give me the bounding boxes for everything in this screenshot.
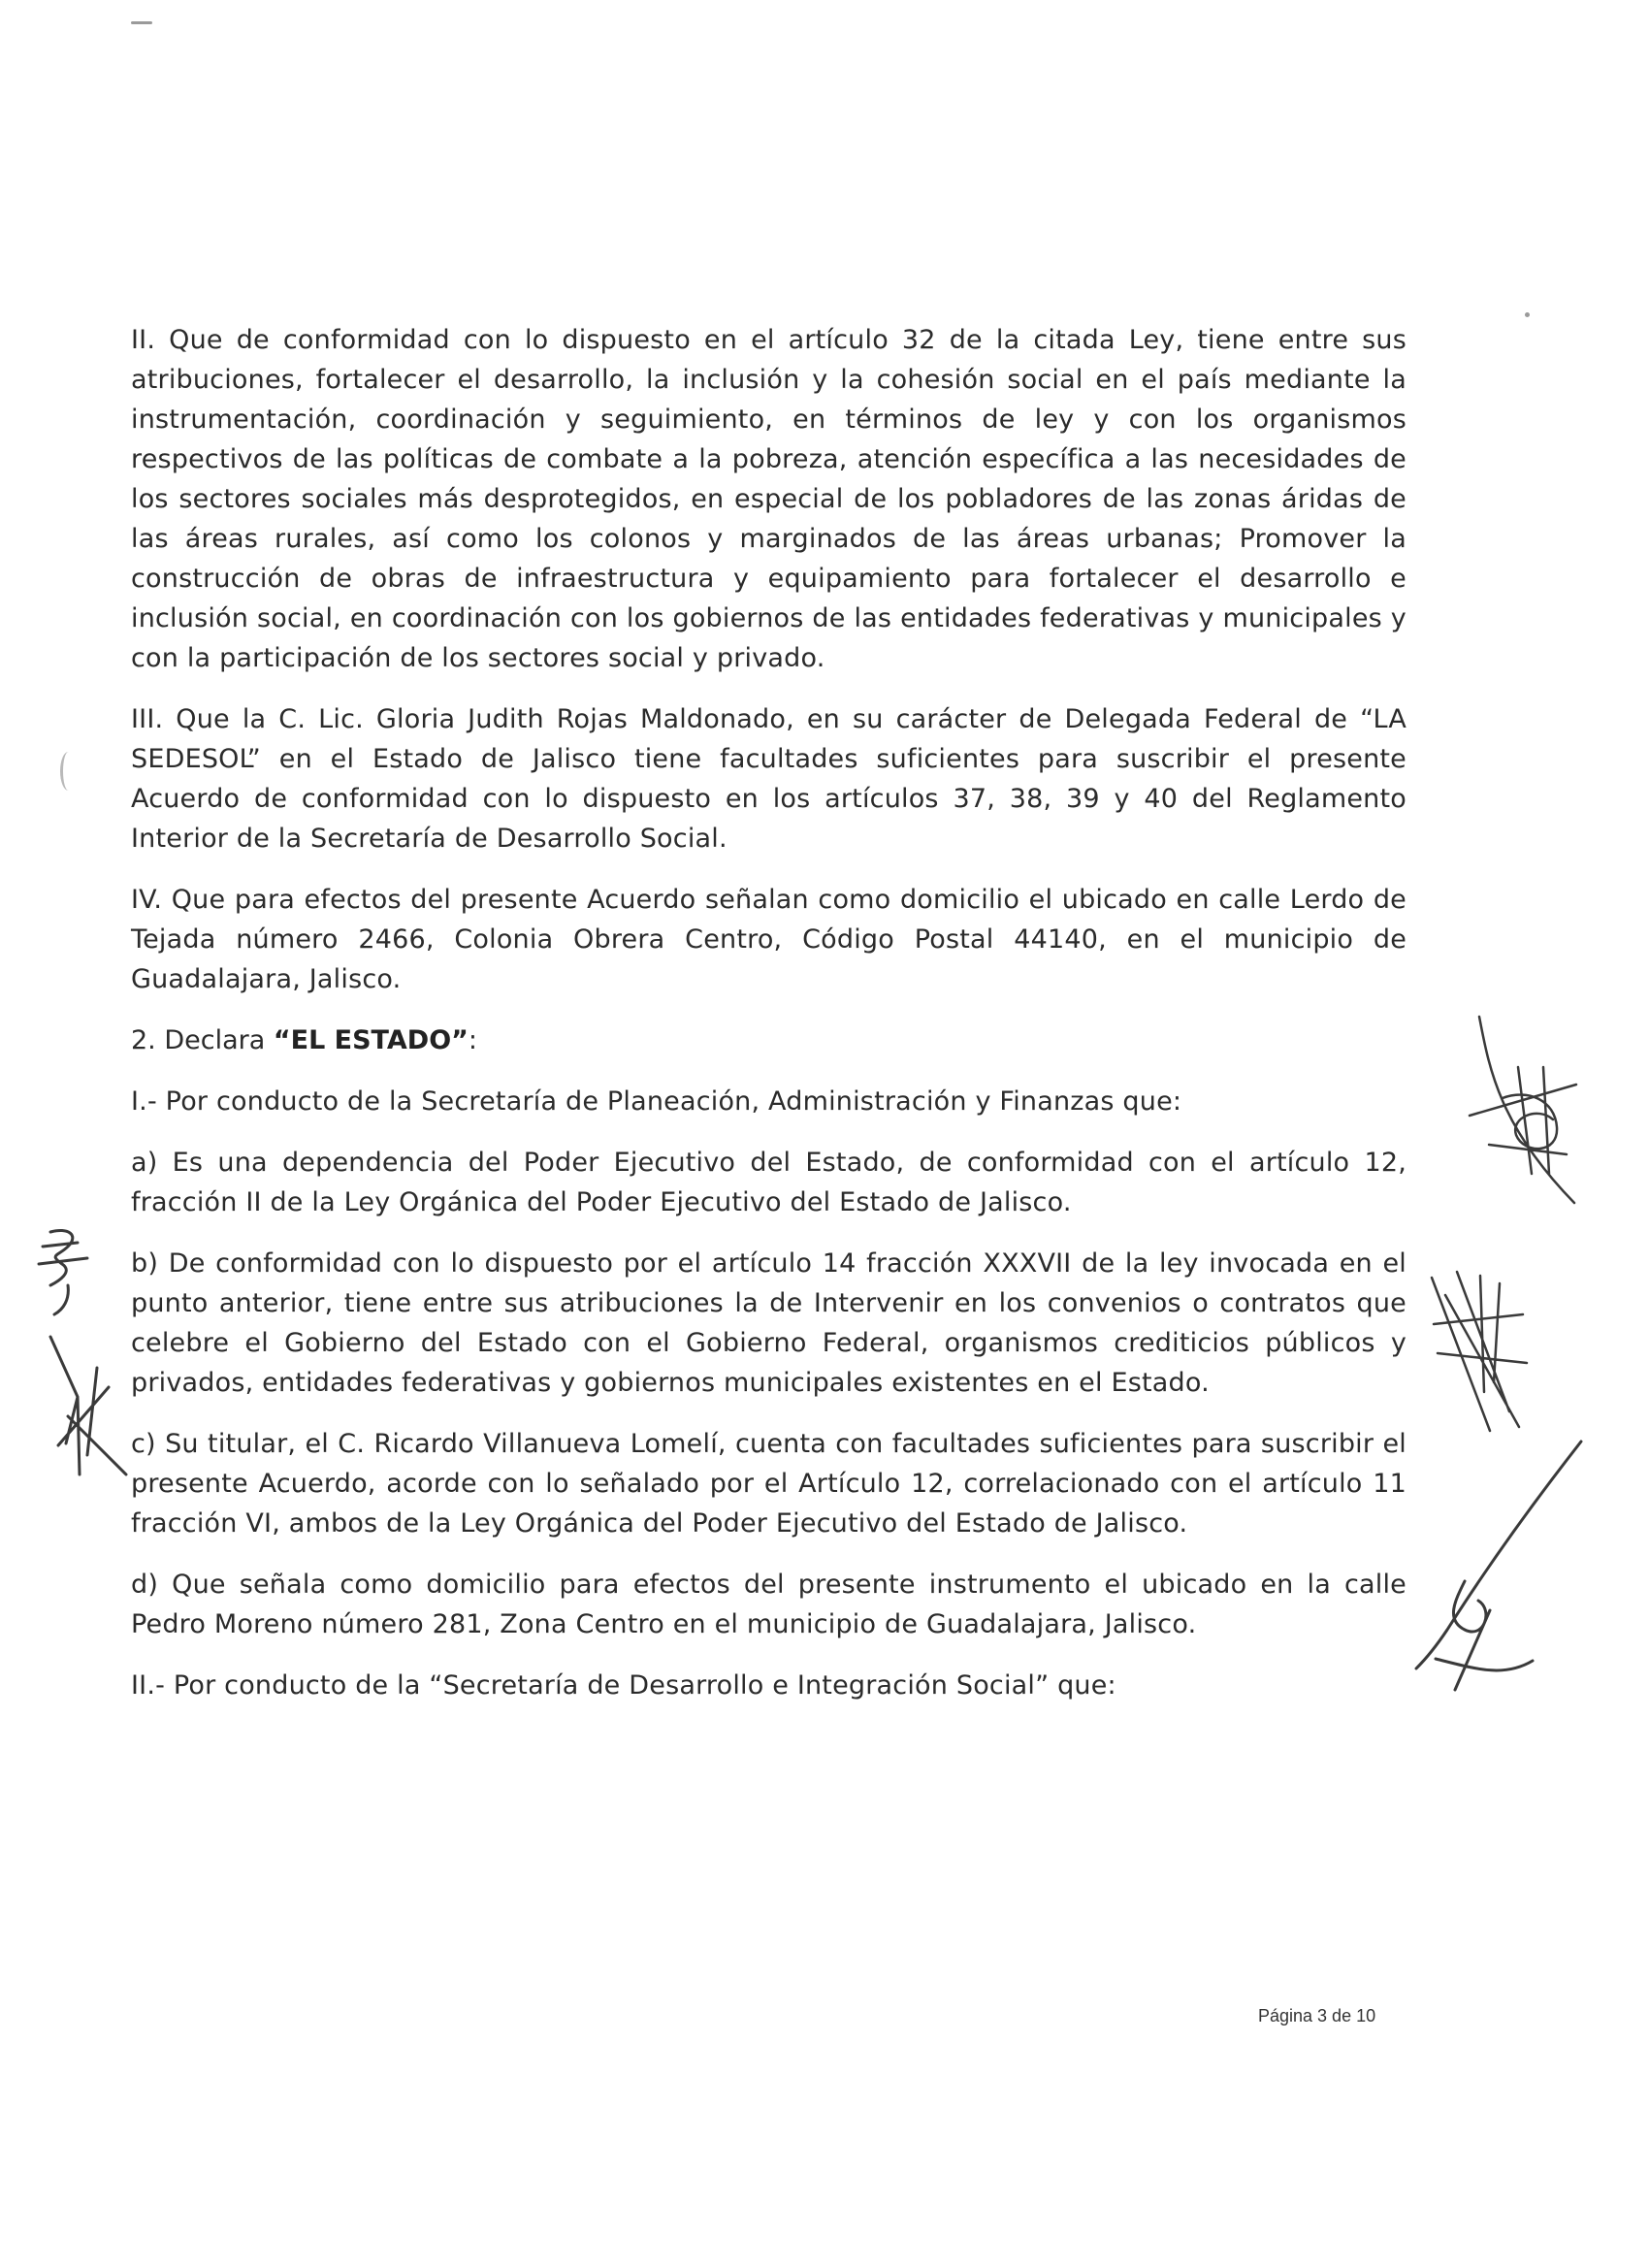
heading-prefix: 2. Declara (131, 1025, 274, 1055)
paragraph-ii: II. Que de conformidad con lo dispuesto en el artículo 32 de la citada Ley, tiene entre sus atribuciones, fortalecer el desarrollo, la inclusión y la cohesión social en el país mediante la instrumentación, coordinación y seguimiento, en términos de ley y con los organismos respectivos de las políticas de combate a la pobreza, atención específica a las necesidades de los sectores sociales más desprotegidos, en especial de los pobladores de las zonas áridas de las áreas rurales, así como los colonos y marginados de las áreas urbanas; Promover la construcción de obras de infraestructura y equipamiento para fortalecer el desarrollo e inclusión social, en coordinación con los gobiernos de las entidades federativas y municipales y con la participación de los sectores social y privado. (131, 325, 1406, 673)
scan-speck (1525, 312, 1530, 317)
paragraph-b: b) De conformidad con lo dispuesto por el artículo 14 fracción XXXVII de la ley invocada en el punto anterior, tiene entre sus atribuciones la de Intervenir en los convenios o contratos que celebre el Gobierno del Estado con el Gobierno Federal, organismos crediticios públicos y privados, entidades federativas y gobiernos municipales existentes en el Estado. (131, 1248, 1406, 1398)
paragraph-i-estado: I.- Por conducto de la Secretaría de Planeación, Administración y Finanzas que: (131, 1086, 1182, 1117)
signature-mark-left-top-icon (29, 1217, 107, 1324)
signature-mark-right-bottom-icon (1397, 1436, 1591, 1698)
paragraph-iii: III. Que la C. Lic. Gloria Judith Rojas Maldonado, en su carácter de Delegada Federal de “LA SEDESOL” en el Estado de Jalisco tiene facultades suficientes para suscribir el presente Acuerdo de conformidad con lo dispuesto en los artículos 37, 38, 39 y 40 del Reglamento Interior de la Secretaría de Desarrollo Social. (131, 704, 1406, 854)
section-heading-estado (131, 1021, 1406, 1060)
heading-bold: “EL ESTADO” (273, 1025, 469, 1055)
heading-suffix: : (468, 1025, 477, 1055)
paragraph-ii-estado: II.- Por conducto de la “Secretaría de Desarrollo e Integración Social” que: (131, 1670, 1116, 1701)
document-body (131, 320, 1406, 1727)
paragraph-iv: IV. Que para efectos del presente Acuerdo señalan como domicilio el ubicado en calle Lerdo de Tejada número 2466, Colonia Obrera Centro, Código Postal 44140, en el municipio de Guadalajara, Jalisco. (131, 885, 1406, 994)
scan-speck (131, 21, 152, 24)
signature-mark-right-middle-icon (1426, 1266, 1533, 1441)
signature-mark-left-bottom-icon (39, 1329, 136, 1484)
paragraph-c: c) Su titular, el C. Ricardo Villanueva Lomelí, cuenta con facultades suficientes para suscribir el presente Acuerdo, acorde con lo señalado por el Artículo 12, correlacionado con el artículo 11 fracción VI, ambos de la Ley Orgánica del Poder Ejecutivo del Estado de Jalisco. (131, 1429, 1406, 1539)
signature-mark-right-top-icon (1460, 1009, 1586, 1213)
scan-speck (60, 752, 77, 791)
paragraph-d: d) Que señala como domicilio para efectos del presente instrumento el ubicado en la calle Pedro Moreno número 281, Zona Centro en el municipio de Guadalajara, Jalisco. (131, 1570, 1406, 1639)
paragraph-a: a) Es una dependencia del Poder Ejecutivo del Estado, de conformidad con el artículo 12, fracción II de la Ley Orgánica del Poder Ejecutivo del Estado de Jalisco. (131, 1148, 1406, 1217)
page-number: Página 3 de 10 (1258, 2006, 1376, 2025)
